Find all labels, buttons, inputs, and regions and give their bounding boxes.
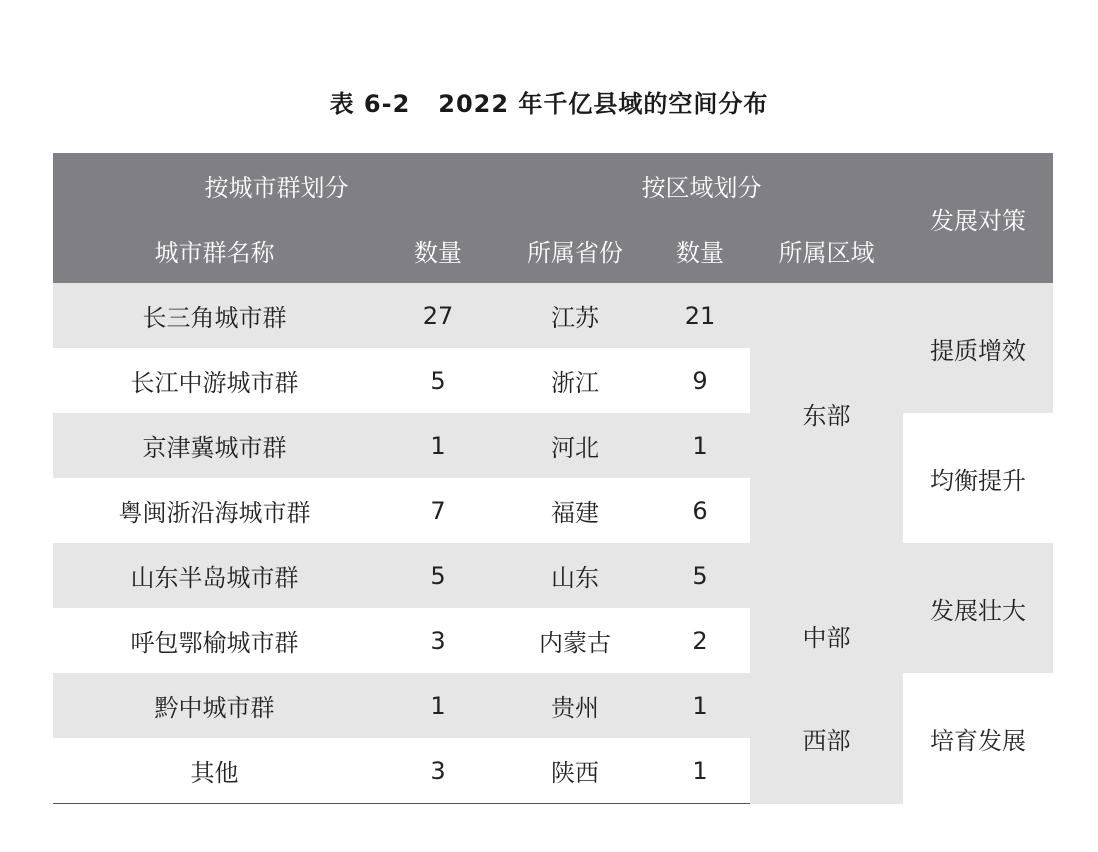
- province-cell: 内蒙古: [539, 629, 611, 657]
- province-count-cell: 6: [692, 496, 708, 525]
- distribution-table: [53, 153, 1053, 804]
- region-cell: 东部: [750, 283, 903, 543]
- province-count-cell: 1: [692, 431, 708, 460]
- header-city-count: 数量: [376, 218, 500, 283]
- table-body: [53, 283, 1053, 804]
- table-row: [53, 673, 1053, 738]
- region-cell: 西部: [750, 673, 903, 804]
- city-name-cell: 粤闽浙沿海城市群: [118, 499, 311, 527]
- city-count-cell: 7: [430, 496, 446, 525]
- header-province: 所属省份: [500, 218, 650, 283]
- city-count-cell: 27: [422, 301, 454, 330]
- header-strategy: 发展对策: [903, 153, 1053, 283]
- city-count-cell: 3: [430, 626, 446, 655]
- province-cell: 浙江: [551, 369, 599, 397]
- region-cell: 中部: [750, 543, 903, 673]
- city-name-cell: 呼包鄂榆城市群: [130, 629, 299, 657]
- table-row: [53, 413, 1053, 478]
- province-count-cell: 1: [650, 738, 750, 804]
- city-count-cell: 1: [430, 691, 446, 720]
- header-region: 所属区域: [750, 218, 903, 283]
- header-group-city: 按城市群划分: [53, 153, 500, 218]
- header-province-count: 数量: [650, 218, 750, 283]
- province-cell: 贵州: [551, 694, 599, 722]
- header-city-name: 城市群名称: [53, 218, 376, 283]
- province-cell: 山东: [551, 564, 599, 592]
- header-group-region: 按区域划分: [500, 153, 903, 218]
- city-count-cell: 1: [430, 431, 446, 460]
- table-row: [53, 543, 1053, 608]
- strategy-cell: 均衡提升: [903, 413, 1053, 543]
- table-header: [53, 153, 1053, 283]
- city-name-cell: 长江中游城市群: [130, 369, 299, 397]
- table-title-text: 2022 年千亿县域的空间分布: [438, 90, 769, 118]
- city-name-cell: 黔中城市群: [154, 694, 275, 722]
- province-count-cell: 21: [684, 301, 716, 330]
- province-cell: 江苏: [551, 304, 599, 332]
- city-name-cell: 其他: [53, 738, 376, 804]
- city-name-cell: 山东半岛城市群: [130, 564, 299, 592]
- strategy-cell: 培育发展: [903, 673, 1053, 804]
- city-count-cell: 5: [430, 366, 446, 395]
- city-count-cell: 3: [376, 738, 500, 804]
- strategy-cell: 提质增效: [903, 283, 1053, 413]
- city-name-cell: 长三角城市群: [142, 304, 287, 332]
- table-row: [53, 283, 1053, 348]
- province-count-cell: 2: [692, 626, 708, 655]
- province-cell: 河北: [551, 434, 599, 462]
- table-title: [0, 84, 1098, 119]
- strategy-cell: 发展壮大: [903, 543, 1053, 673]
- table-number: 表 6-2: [329, 90, 411, 118]
- province-count-cell: 9: [692, 366, 708, 395]
- city-count-cell: 5: [430, 561, 446, 590]
- province-count-cell: 5: [692, 561, 708, 590]
- province-cell: 福建: [551, 499, 599, 527]
- city-name-cell: 京津冀城市群: [142, 434, 287, 462]
- province-cell: 陕西: [500, 738, 650, 804]
- province-count-cell: 1: [692, 691, 708, 720]
